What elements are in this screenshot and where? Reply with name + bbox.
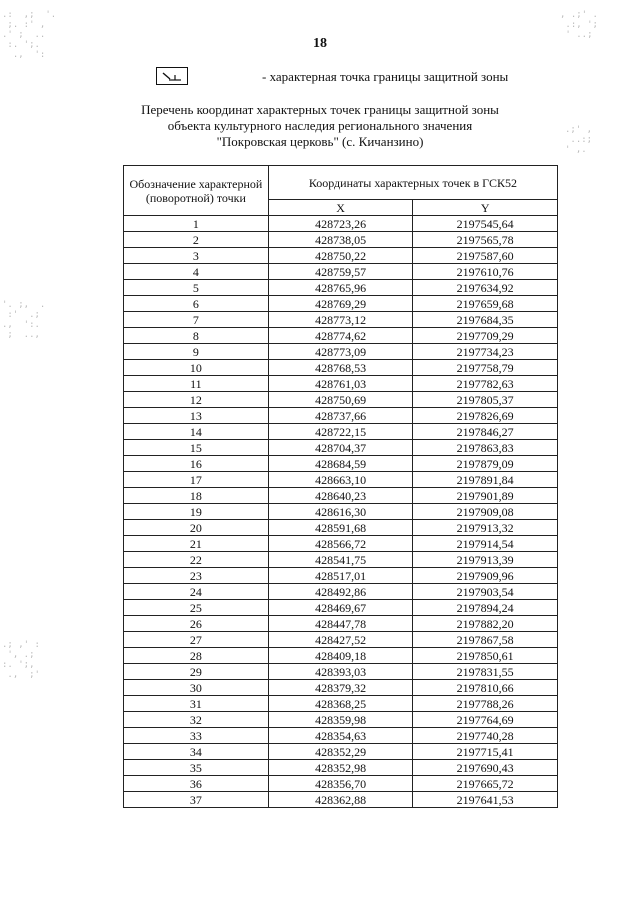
x-coordinate-cell: 428354,63 xyxy=(268,728,413,744)
table-row xyxy=(124,776,558,792)
x-coordinate-cell: 428769,29 xyxy=(268,296,413,312)
y-coordinate-cell: 2197913,39 xyxy=(413,552,558,568)
point-id-cell: 19 xyxy=(124,504,269,520)
scan-margin-noise: .: ,; '. ;. :' , .' ; .. :. ';. ., ': xyxy=(2,10,57,60)
point-id-cell: 24 xyxy=(124,584,269,600)
scan-margin-noise: '. ;, . :' .; ., ':. ; .., xyxy=(2,300,46,340)
scan-margin-noise: .; ,' : ', .; :. ';, ., ;' xyxy=(2,640,40,680)
table-body xyxy=(124,216,558,808)
table-row xyxy=(124,376,558,392)
y-coordinate-cell: 2197690,43 xyxy=(413,760,558,776)
x-coordinate-cell: 428761,03 xyxy=(268,376,413,392)
y-coordinate-cell: 2197665,72 xyxy=(413,776,558,792)
y-coordinate-cell: 2197846,27 xyxy=(413,424,558,440)
table-row xyxy=(124,280,558,296)
x-coordinate-cell: 428737,66 xyxy=(268,408,413,424)
x-coordinate-cell: 428773,12 xyxy=(268,312,413,328)
x-coordinate-cell: 428591,68 xyxy=(268,520,413,536)
header-point-id: Обозначение характерной (поворотной) точки xyxy=(124,166,269,216)
y-coordinate-cell: 2197913,32 xyxy=(413,520,558,536)
y-coordinate-cell: 2197734,23 xyxy=(413,344,558,360)
y-coordinate-cell: 2197914,54 xyxy=(413,536,558,552)
table-row xyxy=(124,552,558,568)
point-id-cell: 33 xyxy=(124,728,269,744)
x-coordinate-cell: 428393,03 xyxy=(268,664,413,680)
table-row xyxy=(124,408,558,424)
point-id-cell: 32 xyxy=(124,712,269,728)
x-coordinate-cell: 428517,01 xyxy=(268,568,413,584)
table-row xyxy=(124,744,558,760)
x-coordinate-cell: 428750,22 xyxy=(268,248,413,264)
table-row xyxy=(124,488,558,504)
table-row xyxy=(124,584,558,600)
table-row xyxy=(124,616,558,632)
point-id-cell: 4 xyxy=(124,264,269,280)
x-coordinate-cell: 428379,32 xyxy=(268,680,413,696)
x-coordinate-cell: 428663,10 xyxy=(268,472,413,488)
point-id-cell: 20 xyxy=(124,520,269,536)
point-id-cell: 34 xyxy=(124,744,269,760)
table-row xyxy=(124,600,558,616)
y-coordinate-cell: 2197565,78 xyxy=(413,232,558,248)
table-row xyxy=(124,456,558,472)
y-coordinate-cell: 2197740,28 xyxy=(413,728,558,744)
x-coordinate-cell: 428723,26 xyxy=(268,216,413,232)
table-row xyxy=(124,536,558,552)
table-row xyxy=(124,360,558,376)
table-row xyxy=(124,520,558,536)
point-id-cell: 36 xyxy=(124,776,269,792)
table-row xyxy=(124,328,558,344)
x-coordinate-cell: 428566,72 xyxy=(268,536,413,552)
x-coordinate-cell: 428492,86 xyxy=(268,584,413,600)
x-coordinate-cell: 428352,29 xyxy=(268,744,413,760)
header-x: X xyxy=(268,200,413,216)
document-title xyxy=(0,102,640,150)
table-row xyxy=(124,568,558,584)
y-coordinate-cell: 2197610,76 xyxy=(413,264,558,280)
point-id-cell: 26 xyxy=(124,616,269,632)
y-coordinate-cell: 2197909,08 xyxy=(413,504,558,520)
x-coordinate-cell: 428362,88 xyxy=(268,792,413,808)
point-id-cell: 2 xyxy=(124,232,269,248)
title-line-1: Перечень координат характерных точек границы защитной зоны xyxy=(141,102,499,117)
table-row xyxy=(124,312,558,328)
y-coordinate-cell: 2197909,96 xyxy=(413,568,558,584)
y-coordinate-cell: 2197882,20 xyxy=(413,616,558,632)
y-coordinate-cell: 2197903,54 xyxy=(413,584,558,600)
table-row xyxy=(124,472,558,488)
point-id-cell: 1 xyxy=(124,216,269,232)
table-row xyxy=(124,712,558,728)
x-coordinate-cell: 428774,62 xyxy=(268,328,413,344)
table-row xyxy=(124,632,558,648)
x-coordinate-cell: 428356,70 xyxy=(268,776,413,792)
x-coordinate-cell: 428738,05 xyxy=(268,232,413,248)
point-id-cell: 3 xyxy=(124,248,269,264)
table-row xyxy=(124,680,558,696)
title-line-2: объекта культурного наследия регионального значения xyxy=(167,118,473,133)
x-coordinate-cell: 428722,15 xyxy=(268,424,413,440)
header-y: Y xyxy=(413,200,558,216)
point-id-cell: 9 xyxy=(124,344,269,360)
y-coordinate-cell: 2197758,79 xyxy=(413,360,558,376)
point-id-cell: 30 xyxy=(124,680,269,696)
x-coordinate-cell: 428368,25 xyxy=(268,696,413,712)
point-id-cell: 21 xyxy=(124,536,269,552)
x-coordinate-cell: 428359,98 xyxy=(268,712,413,728)
point-id-cell: 31 xyxy=(124,696,269,712)
y-coordinate-cell: 2197709,29 xyxy=(413,328,558,344)
table-row xyxy=(124,392,558,408)
point-id-cell: 16 xyxy=(124,456,269,472)
point-id-cell: 28 xyxy=(124,648,269,664)
y-coordinate-cell: 2197901,89 xyxy=(413,488,558,504)
x-coordinate-cell: 428759,57 xyxy=(268,264,413,280)
y-coordinate-cell: 2197810,66 xyxy=(413,680,558,696)
point-id-cell: 35 xyxy=(124,760,269,776)
y-coordinate-cell: 2197894,24 xyxy=(413,600,558,616)
point-id-cell: 23 xyxy=(124,568,269,584)
y-coordinate-cell: 2197715,41 xyxy=(413,744,558,760)
x-coordinate-cell: 428704,37 xyxy=(268,440,413,456)
x-coordinate-cell: 428768,53 xyxy=(268,360,413,376)
x-coordinate-cell: 428447,78 xyxy=(268,616,413,632)
y-coordinate-cell: 2197879,09 xyxy=(413,456,558,472)
point-id-cell: 17 xyxy=(124,472,269,488)
legend-text: - характерная точка границы защитной зоны xyxy=(262,69,509,84)
x-coordinate-cell: 428352,98 xyxy=(268,760,413,776)
y-coordinate-cell: 2197863,83 xyxy=(413,440,558,456)
y-coordinate-cell: 2197788,26 xyxy=(413,696,558,712)
table-row xyxy=(124,424,558,440)
y-coordinate-cell: 2197659,68 xyxy=(413,296,558,312)
x-coordinate-cell: 428773,09 xyxy=(268,344,413,360)
table-row xyxy=(124,232,558,248)
table-row xyxy=(124,648,558,664)
y-coordinate-cell: 2197684,35 xyxy=(413,312,558,328)
point-id-cell: 37 xyxy=(124,792,269,808)
x-coordinate-cell: 428409,18 xyxy=(268,648,413,664)
x-coordinate-cell: 428541,75 xyxy=(268,552,413,568)
coordinates-table xyxy=(123,165,558,808)
y-coordinate-cell: 2197641,53 xyxy=(413,792,558,808)
y-coordinate-cell: 2197805,37 xyxy=(413,392,558,408)
table-row xyxy=(124,296,558,312)
y-coordinate-cell: 2197831,55 xyxy=(413,664,558,680)
title-line-3: "Покровская церковь" (с. Кичанзино) xyxy=(216,134,424,149)
x-coordinate-cell: 428684,59 xyxy=(268,456,413,472)
header-coordinates: Координаты характерных точек в ГСК52 xyxy=(268,166,557,200)
table-row xyxy=(124,664,558,680)
table-row xyxy=(124,504,558,520)
point-id-cell: 27 xyxy=(124,632,269,648)
x-coordinate-cell: 428640,23 xyxy=(268,488,413,504)
y-coordinate-cell: 2197850,61 xyxy=(413,648,558,664)
point-id-cell: 8 xyxy=(124,328,269,344)
y-coordinate-cell: 2197545,64 xyxy=(413,216,558,232)
y-coordinate-cell: 2197826,69 xyxy=(413,408,558,424)
table-row xyxy=(124,696,558,712)
y-coordinate-cell: 2197891,84 xyxy=(413,472,558,488)
table-row xyxy=(124,216,558,232)
table-row xyxy=(124,264,558,280)
scan-margin-noise: .;' , ..:; ' ,. xyxy=(565,125,593,155)
x-coordinate-cell: 428427,52 xyxy=(268,632,413,648)
point-id-cell: 22 xyxy=(124,552,269,568)
y-coordinate-cell: 2197634,92 xyxy=(413,280,558,296)
table-row xyxy=(124,760,558,776)
table-row xyxy=(124,728,558,744)
point-id-cell: 10 xyxy=(124,360,269,376)
point-id-cell: 15 xyxy=(124,440,269,456)
y-coordinate-cell: 2197587,60 xyxy=(413,248,558,264)
y-coordinate-cell: 2197764,69 xyxy=(413,712,558,728)
point-id-cell: 5 xyxy=(124,280,269,296)
point-id-cell: 7 xyxy=(124,312,269,328)
y-coordinate-cell: 2197782,63 xyxy=(413,376,558,392)
boundary-point-icon xyxy=(156,67,188,85)
point-id-cell: 6 xyxy=(124,296,269,312)
table-row xyxy=(124,248,558,264)
y-coordinate-cell: 2197867,58 xyxy=(413,632,558,648)
x-coordinate-cell: 428750,69 xyxy=(268,392,413,408)
x-coordinate-cell: 428616,30 xyxy=(268,504,413,520)
point-id-cell: 12 xyxy=(124,392,269,408)
point-id-cell: 11 xyxy=(124,376,269,392)
point-id-cell: 29 xyxy=(124,664,269,680)
x-coordinate-cell: 428469,67 xyxy=(268,600,413,616)
point-id-cell: 18 xyxy=(124,488,269,504)
scan-margin-noise: , .;' . .:, '; ' ..; xyxy=(560,10,598,40)
table-row xyxy=(124,440,558,456)
point-id-cell: 14 xyxy=(124,424,269,440)
table-row xyxy=(124,792,558,808)
page-number: 18 xyxy=(313,36,327,51)
x-coordinate-cell: 428765,96 xyxy=(268,280,413,296)
point-id-cell: 25 xyxy=(124,600,269,616)
table-row xyxy=(124,344,558,360)
point-id-cell: 13 xyxy=(124,408,269,424)
